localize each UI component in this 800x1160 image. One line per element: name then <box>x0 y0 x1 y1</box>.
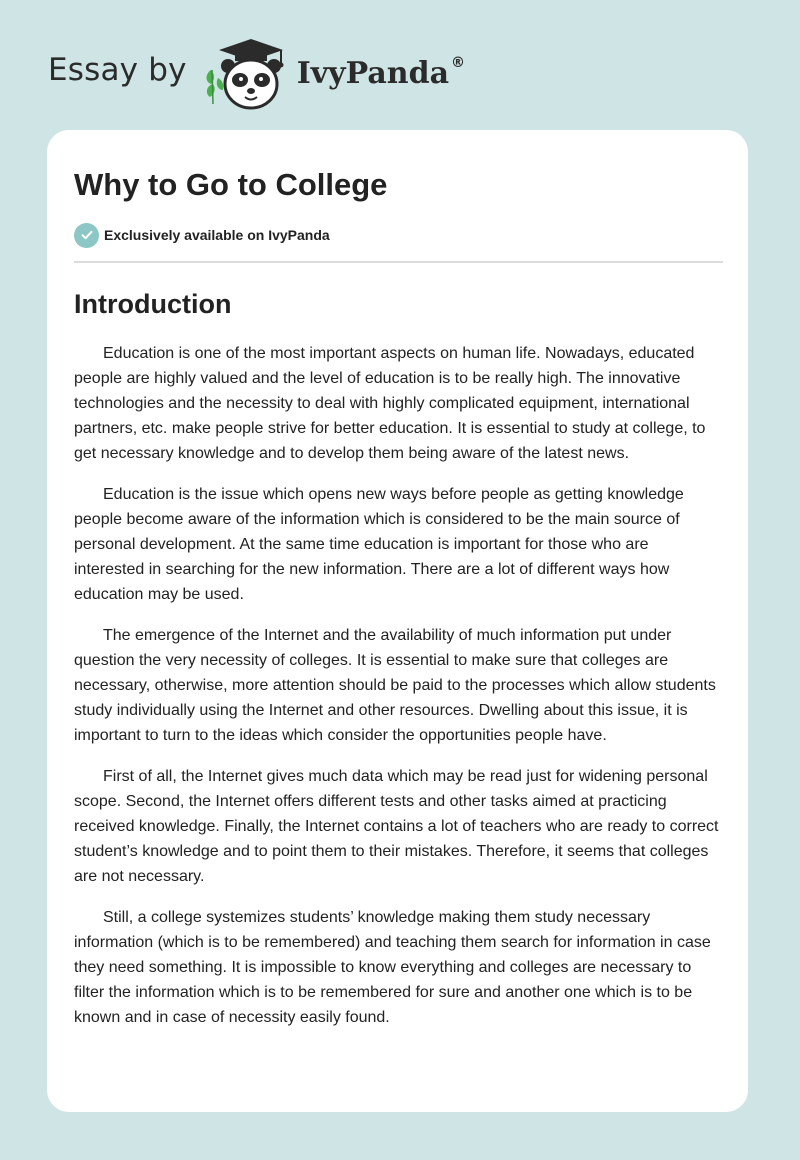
ivy-leaf-icon <box>206 70 223 104</box>
paragraph: First of all, the Internet gives much data which may be read just for widening personal scope. Second, the Internet offers different tests and other tasks aimed at practicing received knowledge. Finally, the Internet contains a lot of teachers who are ready to correct student’s knowledge and to point them to their mistakes. Therefore, it seems that colleges are not necessary. <box>74 768 719 885</box>
brand-name[interactable]: IvyPanda <box>296 55 450 91</box>
essay-by-label: Essay by <box>48 52 187 88</box>
paragraph: Education is one of the most important aspects on human life. Nowadays, educated people are highly valued and the level of education is to be really high. The innovative technologies and the necessity to deal with highly complicated equipment, international partners, etc. make people strive for better education. It is essential to study at college, to get necessary knowledge and to develop them being aware of the latest news. <box>74 345 706 462</box>
exclusive-badge <box>74 222 722 248</box>
page-title: Why to Go to College <box>74 167 388 202</box>
check-circle-icon <box>74 223 99 248</box>
panda-logo-icon[interactable] <box>201 34 293 114</box>
registered-mark: ® <box>451 55 466 71</box>
site-header <box>48 34 465 114</box>
paragraph: The emergence of the Internet and the availability of much information put under question the very necessity of colleges. It is essential to make sure that colleges are necessary, otherwise, more attention should be paid to the processes which allow students study individually using the Internet and other resources. Dwelling about this issue, it is important to turn to the ideas which consider the opportunities people have. <box>74 627 716 744</box>
paragraph: Education is the issue which opens new ways before people as getting knowledge people become aware of the information which is considered to be the main source of personal development. At the same time education is important for those who are interested in searching for the new information. There are a lot of different ways how education may be used. <box>74 486 684 603</box>
divider <box>74 261 723 263</box>
exclusive-badge-text: Exclusively available on IvyPanda <box>104 227 330 243</box>
essay-card <box>47 130 748 1112</box>
section-heading: Introduction <box>74 289 232 319</box>
essay-body <box>74 341 722 1030</box>
paragraph: Still, a college systemizes students’ knowledge making them study necessary information (which is to be remembered) and teaching them search for information in case they need something. It is impossible to know everything and colleges are necessary to filter the information which is to be remembered for sure and another one which is to be known and in case of necessity easily found. <box>74 909 711 1026</box>
